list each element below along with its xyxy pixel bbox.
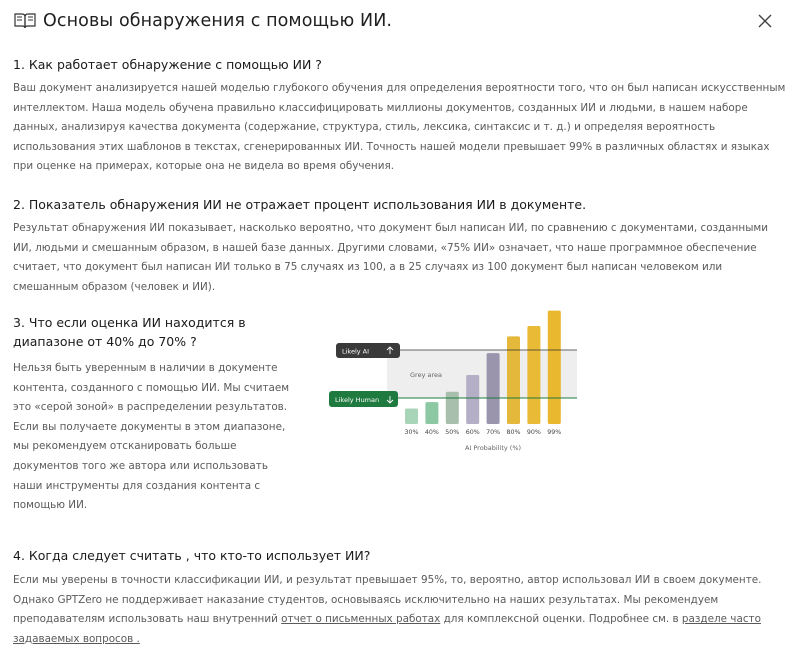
section-body: Нельзя быть уверенным в наличии в документе контента, созданного с помощью ИИ. Мы считаем это «серой зоной» в распределении результатов. Если вы получаете документы в этом диапазоне, мы рекомендуем отсканировать больше документов того же автора или использовать наши инструменты для создания контента с помощью ИИ. — [13, 362, 290, 512]
section-title: 1. Как работает обнаружение с помощью ИИ ? — [13, 57, 322, 72]
likely-ai-badge — [336, 343, 400, 358]
x-tick-label: 30% — [404, 429, 419, 436]
section-body: Ваш документ анализируется нашей моделью глубокого обучения для определения вероятности того, что он был написан искусственным интеллектом. Наша модель обучена правильно классифицировать миллионы документов, созданных ИИ и людьми, в нашем наборе данных, анализируя качества документа (содержание, структура, стиль, лексика, синтаксис и т. д.) и определяя вероятность использования этих шаблонов в текстах, сгенерированных ИИ. Точность нашей модели превышает 99% в различных областях и языках при оценке на примерах, которые она не видела во время обучения. — [13, 82, 786, 173]
likely-ai-label: Likely AI — [342, 347, 370, 356]
section-title: 3. Что если оценка ИИ находится в диапазоне от 40% до 70% ? — [13, 315, 246, 349]
body-text: Если мы уверены в точности классификации ИИ, и результат превышает 95%, то, вероятно, автор использовал ИИ в своем документе. Однако GPTZero не поддерживает наказание студентов, основываясь исключительно на наших результатах. Мы рекомендуем преподавателям использовать наш внутренний — [13, 574, 762, 626]
section-grey-area — [13, 313, 293, 516]
dialog-header — [14, 10, 786, 32]
section-when-ai — [13, 548, 791, 649]
ai-probability-chart — [325, 300, 585, 460]
x-tick-label: 50% — [445, 429, 460, 436]
likely-human-label: Likely Human — [335, 396, 380, 404]
section-how-it-works — [13, 57, 789, 177]
writing-report-link[interactable]: отчет о письменных работах — [281, 613, 441, 626]
book-icon — [14, 12, 36, 30]
likely-human-badge — [329, 391, 398, 407]
page-title: Основы обнаружения с помощью ИИ. — [43, 11, 393, 31]
section-title: 4. Когда следует считать , что кто-то использует ИИ? — [13, 548, 371, 563]
x-axis-label: AI Probability (%) — [464, 444, 522, 452]
x-tick-label: 90% — [526, 429, 541, 436]
faq-link[interactable]: разделе часто задаваемых вопросов . — [13, 613, 761, 645]
x-tick-label: 40% — [424, 429, 439, 436]
x-tick-label: 80% — [506, 429, 521, 436]
bar-99pct — [548, 311, 561, 424]
bar-50pct — [446, 392, 459, 424]
section-body: Результат обнаружения ИИ показывает, насколько вероятно, что документ был написан ИИ, по сравнению с документами, созданными ИИ, людьми и смешанным образом, в нашей базе данных. Другими словами, «75% ИИ» означает, что наше программное обеспечение считает, что документ был написан ИИ только в 75 случаях из 100, а в 25 случаях из 100 документ был написан человеком или смешанным образом (человек и ИИ). — [13, 222, 769, 293]
bar-60pct — [466, 375, 479, 424]
x-tick-label: 70% — [486, 429, 501, 436]
bar-90pct — [527, 326, 540, 424]
section-title: 2. Показатель обнаружения ИИ не отражает процент использования ИИ в документе. — [13, 197, 587, 212]
section-score-meaning — [13, 197, 789, 297]
x-tick-label: 99% — [547, 429, 562, 436]
bar-80pct — [507, 336, 520, 424]
body-text: для комплексной оценки. Подробнее см. в — [440, 613, 682, 626]
bar-30pct — [405, 409, 418, 424]
bar-40pct — [425, 402, 438, 424]
bar-70pct — [487, 353, 500, 424]
close-icon[interactable] — [754, 10, 776, 32]
section-body — [13, 571, 791, 649]
grey-area-label: Grey area — [410, 371, 442, 379]
x-tick-label: 60% — [465, 429, 480, 436]
